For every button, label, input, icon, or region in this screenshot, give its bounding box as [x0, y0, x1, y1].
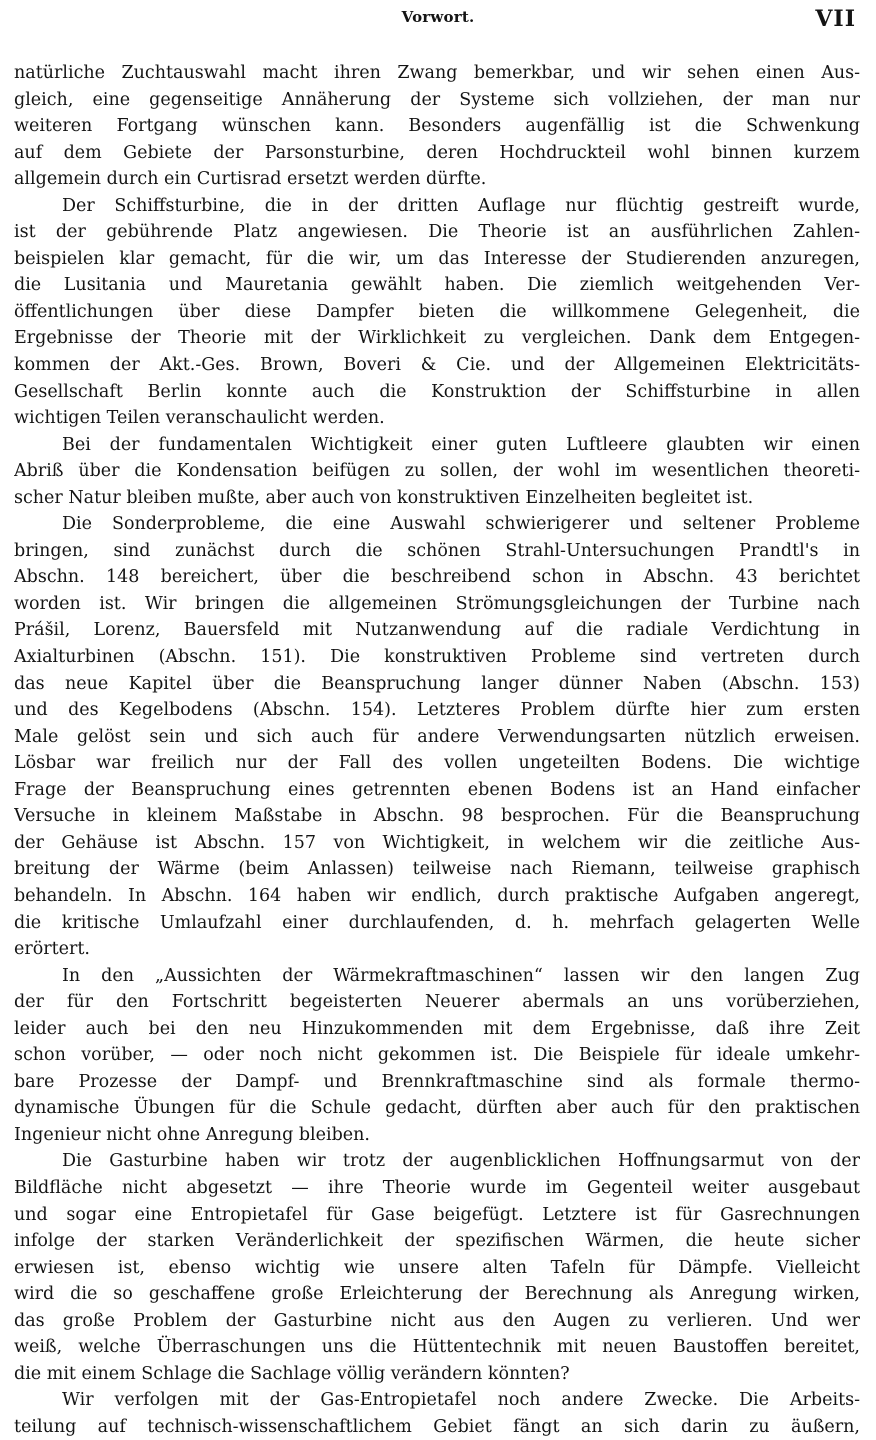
text-line: weiß, welche Überraschungen uns die Hüttentechnik mit neuen Baustoffen bereitet,: [14, 1337, 860, 1358]
text-line: Male gelöst sein und sich auch für andere Verwendungsarten nützlich erweisen.: [14, 726, 860, 747]
text-line: der für den Fortschritt begeisterten Neuerer abermals an uns vorüberziehen,: [14, 992, 860, 1013]
text-line: wird die so geschaffene große Erleichterung der Berechnung als Anregung wirken,: [14, 1284, 860, 1305]
text-line: das große Problem der Gasturbine nicht aus den Augen zu verlieren. Und wer: [14, 1310, 860, 1331]
text-line: die Lusitania und Mauretania gewählt haben. Die ziemlich weitgehenden Ver-: [14, 275, 860, 296]
text-line: Die Sonderprobleme, die eine Auswahl schwierigerer und seltener Probleme: [62, 514, 860, 535]
text-line: dynamische Übungen für die Schule gedacht, dürften aber auch für den praktischen: [14, 1098, 860, 1119]
text-line: öffentlichungen über diese Dampfer bieten die willkommene Gelegenheit, die: [14, 301, 860, 322]
text-line: worden ist. Wir bringen die allgemeinen Strömungsgleichungen der Turbine nach: [14, 593, 860, 614]
text-line: breitung der Wärme (beim Anlassen) teilweise nach Riemann, teilweise graphisch: [14, 859, 860, 880]
body-text: [14, 60, 860, 1440]
text-line: Bildfläche nicht abgesetzt — ihre Theorie wurde im Gegenteil weiter ausgebaut: [14, 1177, 860, 1198]
text-line: Abriß über die Kondensation beifügen zu sollen, der wohl im wesentlichen theoreti-: [14, 461, 860, 482]
text-line: allgemein durch ein Curtisrad ersetzt werden dürfte.: [14, 169, 487, 190]
text-line: Prášil, Lorenz, Bauersfeld mit Nutzanwendung auf die radiale Verdichtung in: [14, 620, 860, 641]
text-line: und des Kegelbodens (Abschn. 154). Letzteres Problem dürfte hier zum ersten: [14, 700, 860, 721]
text-line: Axialturbinen (Abschn. 151). Die konstruktiven Probleme sind vertreten durch: [14, 647, 860, 668]
text-line: teilung auf technisch-wissenschaftlichem Gebiet fängt an sich darin zu äußern,: [14, 1416, 860, 1437]
running-header: [0, 6, 876, 32]
text-line: gleich, eine gegenseitige Annäherung der Systeme sich vollziehen, der man nur: [14, 89, 860, 110]
text-line: In den „Aussichten der Wärmekraftmaschinen“ lassen wir den langen Zug: [62, 965, 860, 986]
text-line: schon vorüber, — oder noch nicht gekommen ist. Die Beispiele für ideale umkehr-: [14, 1045, 860, 1066]
text-line: Der Schiffsturbine, die in der dritten Auflage nur flüchtig gestreift wurde,: [62, 195, 860, 216]
text-line: bare Prozesse der Dampf- und Brennkraftmaschine sind als formale thermo-: [14, 1071, 860, 1092]
text-line: die kritische Umlaufzahl einer durchlaufenden, d. h. mehrfach gelagerten Welle: [14, 912, 860, 933]
text-line: die mit einem Schlage die Sachlage völlig verändern könnten?: [14, 1363, 570, 1384]
text-line: wichtigen Teilen veranschaulicht werden.: [14, 408, 385, 429]
text-line: Wir verfolgen mit der Gas-Entropietafel noch andere Zwecke. Die Arbeits-: [62, 1390, 860, 1411]
text-line: Bei der fundamentalen Wichtigkeit einer guten Luftleere glaubten wir einen: [62, 434, 860, 455]
text-line: der Gehäuse ist Abschn. 157 von Wichtigkeit, in welchem wir die zeitliche Aus-: [14, 832, 860, 853]
page-number: VII: [815, 6, 856, 32]
text-line: und sogar eine Entropietafel für Gase beigefügt. Letztere ist für Gasrechnungen: [14, 1204, 860, 1225]
text-line: scher Natur bleiben mußte, aber auch von konstruktiven Einzelheiten begleitet ist.: [14, 487, 754, 508]
text-line: beispielen klar gemacht, für die wir, um das Interesse der Studierenden anzuregen,: [14, 248, 860, 269]
text-line: weiteren Fortgang wünschen kann. Besonders augenfällig ist die Schwenkung: [14, 116, 860, 137]
text-line: Frage der Beanspruchung eines getrennten ebenen Bodens ist an Hand einfacher: [14, 779, 860, 800]
text-line: Gesellschaft Berlin konnte auch die Konstruktion der Schiffsturbine in allen: [14, 381, 860, 402]
text-line: infolge der starken Veränderlichkeit der spezifischen Wärmen, die heute sicher: [14, 1231, 860, 1252]
text-line: ist der gebührende Platz angewiesen. Die Theorie ist an ausführlichen Zahlen-: [14, 222, 860, 243]
text-line: Versuche in kleinem Maßstabe in Abschn. 98 besprochen. Für die Beanspruchung: [14, 806, 860, 827]
text-line: behandeln. In Abschn. 164 haben wir endlich, durch praktische Aufgaben angeregt,: [14, 885, 860, 906]
text-line: Ergebnisse der Theorie mit der Wirklichkeit zu vergleichen. Dank dem Entgegen-: [14, 328, 860, 349]
text-line: erörtert.: [14, 939, 90, 960]
running-title: Vorwort.: [401, 8, 475, 26]
text-line: das neue Kapitel über die Beanspruchung langer dünner Naben (Abschn. 153): [14, 673, 860, 694]
text-line: leider auch bei den neu Hinzukommenden mit dem Ergebnisse, daß ihre Zeit: [14, 1018, 860, 1039]
text-line: erwiesen ist, ebenso wichtig wie unsere alten Tafeln für Dämpfe. Vielleicht: [14, 1257, 860, 1278]
text-line: bringen, sind zunächst durch die schönen Strahl-Untersuchungen Prandtl's in: [14, 540, 860, 561]
text-line: auf dem Gebiete der Parsonsturbine, deren Hochdruckteil wohl binnen kurzem: [14, 142, 860, 163]
text-line: Die Gasturbine haben wir trotz der augenblicklichen Hoffnungsarmut von der: [62, 1151, 860, 1172]
text-line: Abschn. 148 bereichert, über die beschreibend schon in Abschn. 43 berichtet: [14, 567, 860, 588]
text-line: natürliche Zuchtauswahl macht ihren Zwang bemerkbar, und wir sehen einen Aus-: [14, 63, 860, 83]
text-line: Lösbar war freilich nur der Fall des vollen ungeteilten Bodens. Die wichtige: [14, 753, 860, 774]
text-line: kommen der Akt.-Ges. Brown, Boveri & Cie. und der Allgemeinen Elektricitäts-: [14, 355, 860, 376]
text-line: Ingenieur nicht ohne Anregung bleiben.: [14, 1124, 370, 1145]
